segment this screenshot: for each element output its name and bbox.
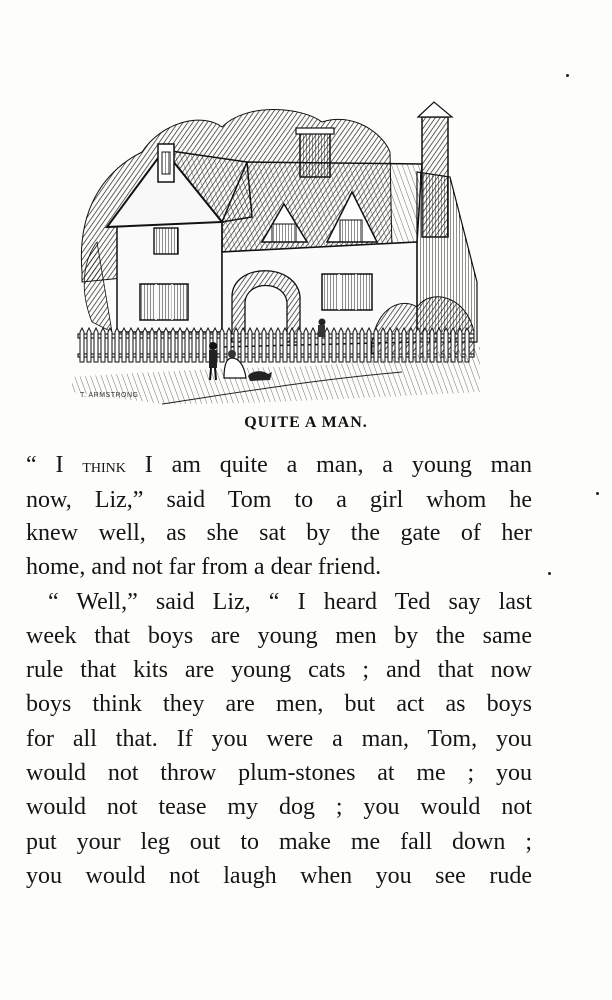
fence-picket xyxy=(143,328,147,362)
fence-picket xyxy=(290,328,294,362)
fence-picket xyxy=(388,328,392,362)
fence-picket xyxy=(332,328,336,362)
fence-picket xyxy=(325,328,329,362)
fence-picket xyxy=(192,328,196,362)
distant-figure xyxy=(318,319,326,338)
fence-picket xyxy=(381,328,385,362)
opening-word-smallcaps: think xyxy=(82,455,126,477)
body-line-4: home, and not far from a dear friend. xyxy=(26,554,382,580)
paper-speck xyxy=(548,572,551,575)
body-line-2: now, Liz,” said Tom to a girl whom he xyxy=(26,487,532,513)
fence-picket xyxy=(269,328,273,362)
fence-picket xyxy=(136,328,140,362)
fence-picket xyxy=(94,328,98,362)
fence-picket xyxy=(157,328,161,362)
fence-picket xyxy=(220,328,224,362)
lower-left-window xyxy=(140,284,188,320)
fence-picket xyxy=(262,328,266,362)
body-line-12: put your leg out to make me fall down ; xyxy=(26,829,532,855)
body-line-13: you would not laugh when you see rude xyxy=(26,863,532,889)
illustrator-credit: T. ARMSTRONG xyxy=(80,392,139,399)
opening-quote: “ I xyxy=(26,452,83,478)
body-line-8: boys think they are men, but act as boys xyxy=(26,691,532,717)
fence-picket xyxy=(297,328,301,362)
body-line-1 xyxy=(26,450,532,481)
fence-picket xyxy=(346,328,350,362)
fence-picket xyxy=(129,328,133,362)
fence-picket xyxy=(311,328,315,362)
fence-picket xyxy=(178,328,182,362)
fence-picket xyxy=(115,328,119,362)
fence-picket xyxy=(248,328,252,362)
body-line-3: knew well, as she sat by the gate of her xyxy=(26,520,532,546)
fence-picket xyxy=(164,328,168,362)
body-line-9: for all that. If you were a man, Tom, you xyxy=(26,726,532,752)
lower-right-window xyxy=(322,274,372,310)
house-engraving-illustration xyxy=(72,92,482,410)
fence-picket xyxy=(185,328,189,362)
upper-left-window xyxy=(154,228,178,254)
fence-picket xyxy=(150,328,154,362)
body-line-7: rule that kits are young cats ; and that now xyxy=(26,657,532,683)
body-line-5: “ Well,” said Liz, “ I heard Ted say last xyxy=(48,589,532,615)
fence-picket xyxy=(101,328,105,362)
fence-picket xyxy=(395,328,399,362)
fence-picket xyxy=(276,328,280,362)
chapter-title: QUITE A MAN. xyxy=(244,414,368,431)
fence-picket xyxy=(367,328,371,362)
fence-picket xyxy=(353,328,357,362)
fence-picket xyxy=(241,328,245,362)
fence-picket xyxy=(122,328,126,362)
fence-picket xyxy=(199,328,203,362)
body-line-10: would not throw plum-stones at me ; you xyxy=(26,760,532,786)
main-roof xyxy=(222,162,422,252)
fence-picket xyxy=(283,328,287,362)
paper-speck xyxy=(566,74,569,77)
fence-picket xyxy=(87,328,91,362)
body-line-1-rest: I am quite a man, a young man xyxy=(125,452,532,478)
fence-picket xyxy=(80,328,84,362)
body-line-11: would not tease my dog ; you would not xyxy=(26,794,532,820)
fence-picket xyxy=(255,328,259,362)
body-line-6: week that boys are young men by the same xyxy=(26,623,532,649)
fence-picket xyxy=(304,328,308,362)
fence-picket xyxy=(108,328,112,362)
fence-picket xyxy=(171,328,175,362)
paper-speck xyxy=(596,492,599,495)
fence-picket xyxy=(360,328,364,362)
fence-picket xyxy=(374,328,378,362)
fence-picket xyxy=(339,328,343,362)
